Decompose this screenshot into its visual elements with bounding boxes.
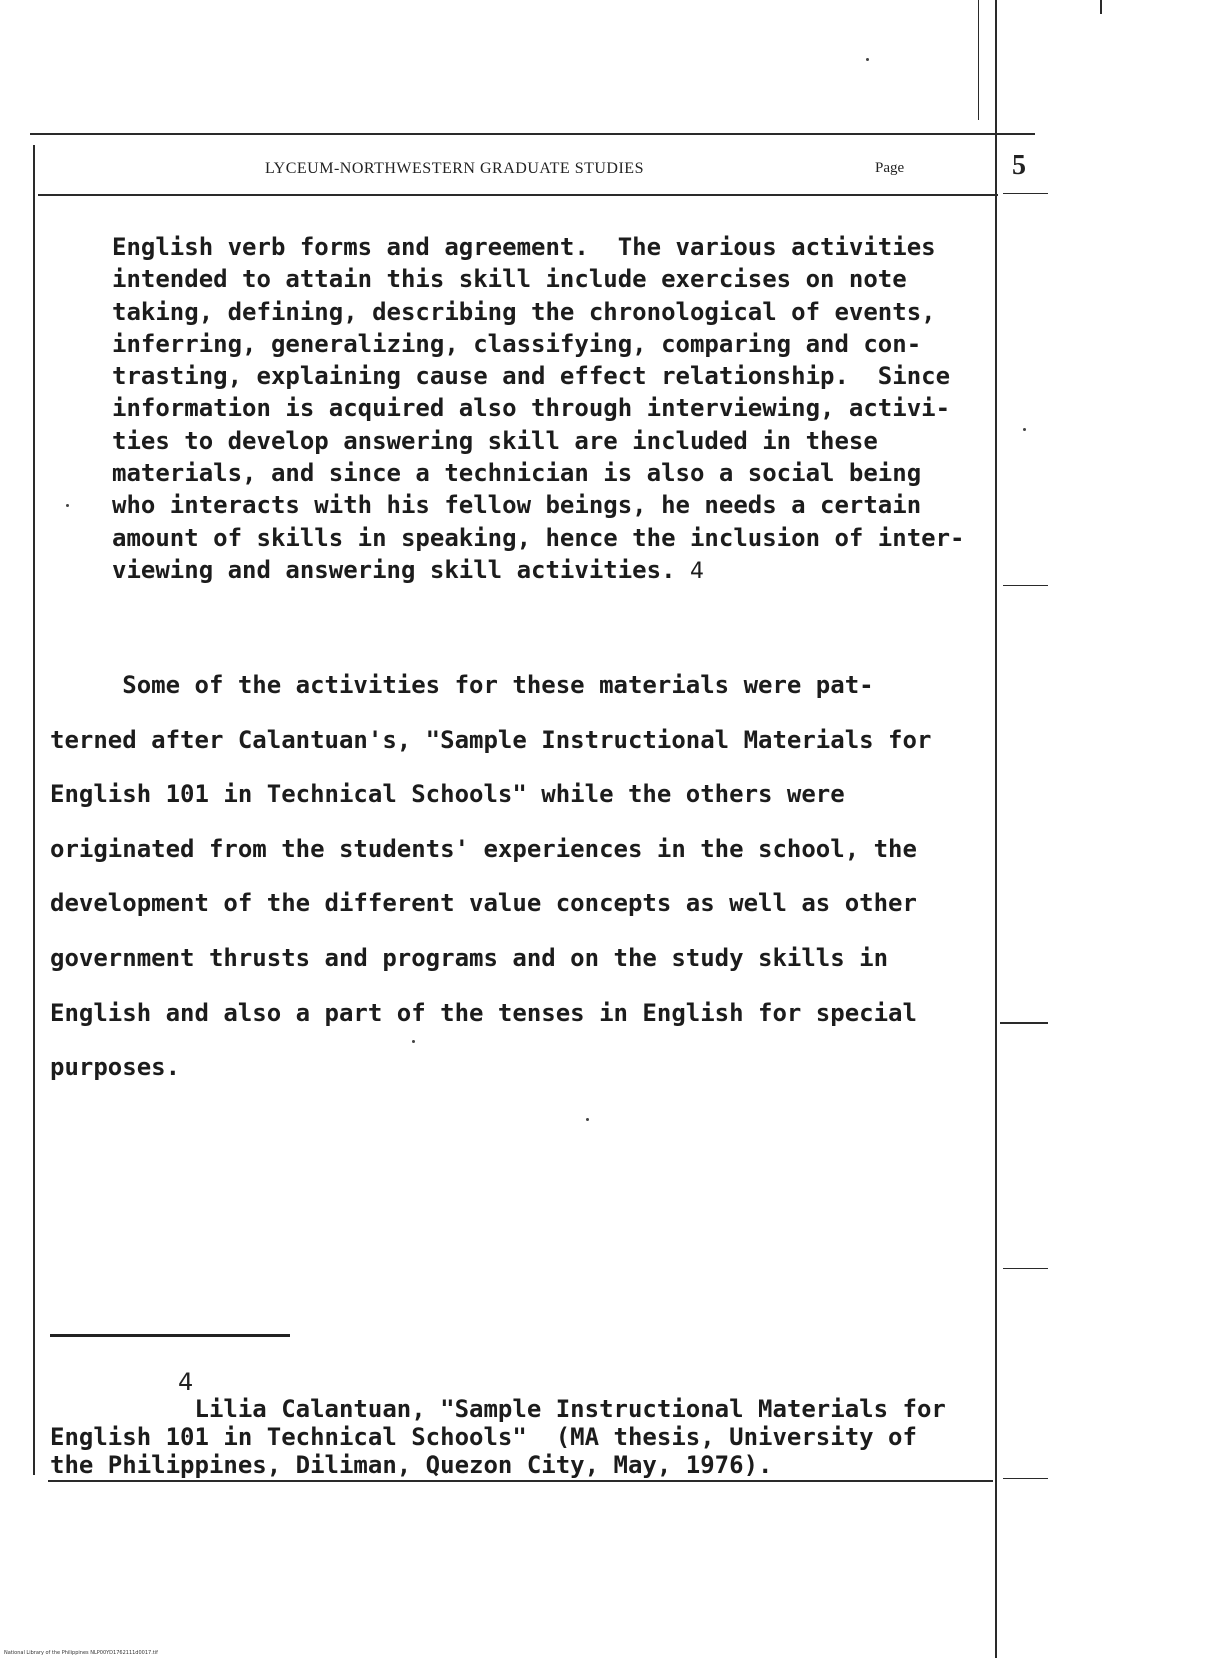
scan-speck [66,504,69,507]
footnote-reference-marker: 4 [689,558,704,584]
text-line: government thrusts and programs and on the study skills in [50,943,889,972]
text-line: Some of the activities for these materials were pat- [50,671,874,699]
footnote-number: 4 [178,1368,194,1396]
paragraph-continued [112,231,1032,588]
corner-mark [1100,0,1102,14]
bottom-rule [48,1480,993,1482]
text-line: trasting, explaining cause and effect relationship. Since [112,362,951,391]
left-border-line [33,145,35,1475]
archive-stamp: National Library of the Philippines NLP00YD1762111d0017.tif [4,1650,158,1656]
running-header-title: LYCEUM-NORTHWESTERN GRADUATE STUDIES [265,160,644,177]
text-line: terned after Calantuan's, "Sample Instructional Materials for [50,725,932,754]
header-rule [38,194,998,196]
text-line: English verb forms and agreement. The various activities [112,233,936,261]
page-label: Page [875,160,905,176]
text-line: who interacts with his fellow beings, he needs a certain [112,491,922,520]
text-line: information is acquired also through interviewing, activi- [112,394,951,423]
paragraph-main [50,658,1040,1095]
text-line: English and also a part of the tenses in English for special [50,998,917,1027]
text-line: intended to attain this skill include exercises on note [112,265,907,294]
footnote-line: Lilia Calantuan, "Sample Instructional Materials for [50,1395,946,1423]
page-number: 5 [1012,150,1026,181]
top-border-line [30,133,1035,135]
scan-speck [1023,428,1026,431]
text-line-content: viewing and answering skill activities. [112,555,676,584]
text-line: development of the different value concepts as well as other [50,889,917,918]
footnote-line: English 101 in Technical Schools" (MA thesis, University of [50,1423,917,1451]
scan-speck [586,1118,589,1121]
text-line: English 101 in Technical Schools" while the others were [50,780,845,809]
text-line: purposes. [50,1053,181,1082]
text-line: inferring, generalizing, classifying, comparing and con- [112,329,922,358]
text-line: taking, defining, describing the chronological of events, [112,297,936,326]
footnote-line: the Philippines, Diliman, Quezon City, May, 1976). [50,1451,773,1479]
right-outer-line [978,0,979,120]
footnote-separator [50,1334,290,1337]
margin-tick [1003,1268,1048,1269]
margin-tick [1003,193,1048,194]
scan-speck [866,58,869,61]
footnote-text [50,1395,1040,1479]
text-line: originated from the students' experiences in the school, the [50,834,917,863]
scan-speck [412,1040,415,1043]
text-line: materials, and since a technician is also a social being [112,459,922,488]
text-line: amount of skills in speaking, hence the inclusion of inter- [112,523,965,552]
text-line [112,554,1032,588]
text-line: ties to develop answering skill are included in these [112,426,878,455]
